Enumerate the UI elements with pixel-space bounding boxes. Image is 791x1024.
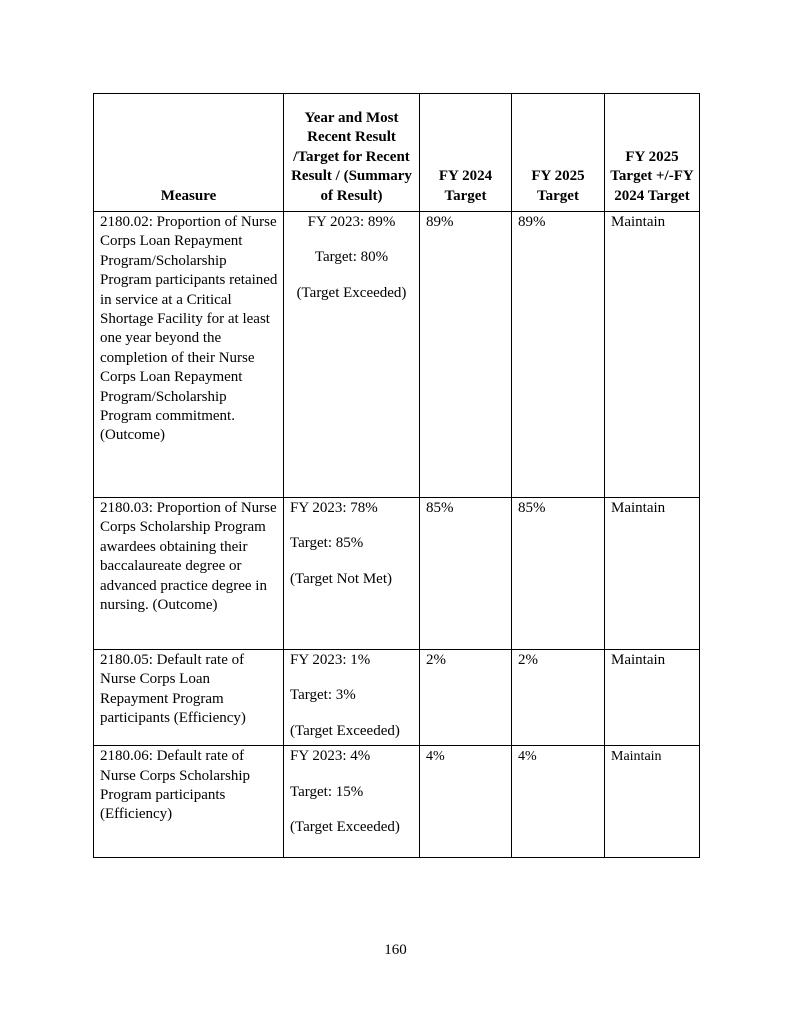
recent-result-cell [284, 746, 420, 858]
recent-result-cell [284, 650, 420, 746]
result-target: Target: 80% [314, 249, 389, 266]
result-target: Target: 15% [290, 783, 364, 800]
target-change-cell: Maintain [605, 650, 700, 746]
header-measure: Measure [94, 94, 284, 212]
fy2025-target-cell: 85% [512, 498, 605, 650]
result-target: Target: 3% [290, 687, 356, 704]
recent-result-cell [284, 212, 420, 498]
header-fy2024-target: FY 2024 Target [420, 94, 512, 212]
table-row [94, 212, 700, 498]
fy2025-target-cell: 2% [512, 650, 605, 746]
target-change-cell: Maintain [605, 746, 700, 858]
page-number: 160 [384, 942, 407, 958]
result-year: FY 2023: 78% [290, 500, 378, 516]
fy2024-target-cell: 85% [420, 498, 512, 650]
result-summary: (Target Not Met) [290, 570, 392, 587]
target-change-cell: Maintain [605, 212, 700, 498]
table-header-row [94, 94, 700, 212]
header-recent-result: Year and Most Recent Result /Target for Recent Result / (Summary of Result) [284, 94, 420, 212]
fy2024-target-cell: 2% [420, 650, 512, 746]
result-target: Target: 85% [290, 535, 364, 552]
table-row [94, 650, 700, 746]
measure-cell: 2180.03: Proportion of Nurse Corps Scholarship Program awardees obtaining their baccalaureate degree or advanced practice degree in nursing. (Outcome) [94, 498, 284, 650]
measure-cell: 2180.02: Proportion of Nurse Corps Loan Repayment Program/Scholarship Program participants retained in service at a Critical Shortage Facility for at least one year beyond the completion of their Nurse Corps Loan Repayment Program/Scholarship Program commitment. (Outcome) [94, 212, 284, 498]
fy2025-target-cell: 89% [512, 212, 605, 498]
table-row [94, 746, 700, 858]
target-change-cell: Maintain [605, 498, 700, 650]
fy2025-target-cell: 4% [512, 746, 605, 858]
header-target-change: FY 2025 Target +/-FY 2024 Target [605, 94, 700, 212]
result-year: FY 2023: 89% [307, 214, 396, 230]
result-summary: (Target Exceeded) [290, 819, 400, 836]
table-row [94, 498, 700, 650]
fy2024-target-cell: 89% [420, 212, 512, 498]
header-fy2025-target: FY 2025 Target [512, 94, 605, 212]
recent-result-cell [284, 498, 420, 650]
result-summary: (Target Exceeded) [296, 284, 407, 301]
result-year: FY 2023: 4% [290, 748, 371, 765]
result-year: FY 2023: 1% [290, 652, 371, 668]
measure-cell: 2180.06: Default rate of Nurse Corps Scholarship Program participants (Efficiency) [94, 746, 284, 858]
measure-cell: 2180.05: Default rate of Nurse Corps Loan Repayment Program participants (Efficiency) [94, 650, 284, 746]
result-summary: (Target Exceeded) [290, 722, 400, 739]
fy2024-target-cell: 4% [420, 746, 512, 858]
performance-measures-table [93, 93, 700, 858]
